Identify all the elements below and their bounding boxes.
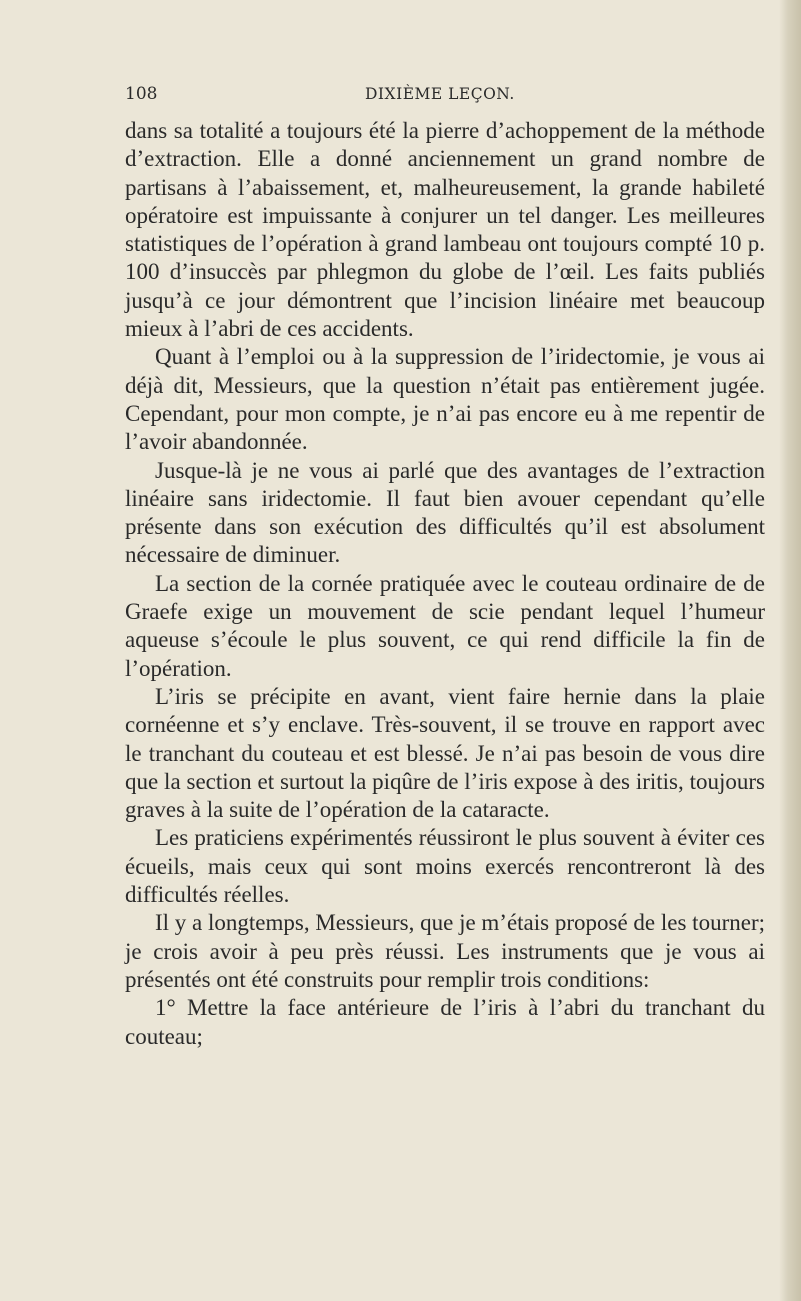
paragraph: dans sa totalité a toujours été la pierre d’achoppement de la méthode d’extraction. Elle a donné anciennement un grand nombre de partisans à l’abaissement, et, malheureusement, la grande habileté opératoire est impuissante à conjurer un tel danger. Les meilleures statistiques de l’opération à grand lambeau ont toujours compté 10 p. 100 d’insuccès par phlegmon du globe de l’œil. Les faits publiés jusqu’à ce jour démontrent que l’incision linéaire met beaucoup mieux à l’abri de ces accidents. — [125, 118, 765, 342]
paragraph: Il y a longtemps, Messieurs, que je m’étais proposé de les tourner; je crois avoir à peu près réussi. Les instruments que je vous ai présentés ont été construits pour remplir trois conditions: — [125, 910, 765, 992]
paragraph: 1° Mettre la face antérieure de l’iris à l’abri du tranchant du couteau; — [125, 995, 765, 1049]
body-text — [125, 117, 765, 1051]
paragraph: L’iris se précipite en avant, vient faire hernie dans la plaie cornéenne et s’y enclave. Très-souvent, il se trouve en rapport avec le tranchant du couteau et est blessé. Je n’ai pas besoin de vous dire que la section et surtout la piqûre de l’iris expose à des iritis, toujours graves à la suite de l’opération de la cataracte. — [125, 683, 765, 823]
page-number: 108 — [125, 84, 158, 104]
paragraph: Jusque-là je ne vous ai parlé que des avantages de l’extraction linéaire sans iridectomie. Il faut bien avouer cependant qu’elle présente dans son exécution des difficultés qu’il est absolument nécessaire de diminuer. — [125, 457, 765, 568]
paragraph: La section de la cornée pratiquée avec le couteau ordinaire de de Graefe exige un mouvement de scie pendant lequel l’humeur aqueuse s’écoule le plus souvent, ce qui rend difficile la fin de l’opération. — [125, 570, 765, 681]
paragraph: Les praticiens expérimentés réussiront le plus souvent à éviter ces écueils, mais ceux qui sont moins exercés rencontreront là des difficultés réelles. — [125, 825, 765, 908]
page-header — [125, 84, 765, 110]
running-head: DIXIÈME LEÇON. — [365, 85, 515, 103]
paragraph: Quant à l’emploi ou à la suppression de l’iridectomie, je vous ai déjà dit, Messieurs, que la question n’était pas entièrement jugée. Cependant, pour mon compte, je n’ai pas encore eu à me repentir de l’avoir abandonnée. — [125, 344, 765, 455]
